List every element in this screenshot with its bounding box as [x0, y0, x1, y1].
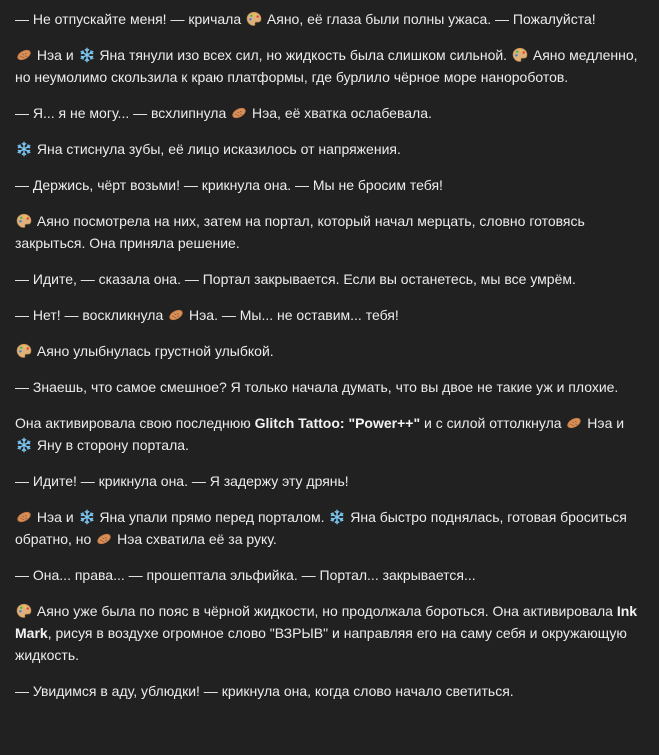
story-paragraph: [15, 138, 645, 160]
flatbread-icon: [96, 531, 112, 547]
paragraph-text: Нэа и: [33, 509, 78, 525]
snowflake-icon: [79, 47, 95, 63]
paragraph-text: — Она... права... — прошептала эльфийка. — Портал... закрывается...: [15, 567, 476, 583]
palette-icon: [16, 603, 32, 619]
paragraph-text: Аяно посмотрела на них, затем на портал, который начал мерцать, словно готовясь закрыться. Она приняла решение.: [15, 213, 585, 251]
story-paragraph: [15, 506, 645, 550]
flatbread-icon: [168, 307, 184, 323]
snowflake-icon: [16, 437, 32, 453]
paragraph-text: , рисуя в воздухе огромное слово "ВЗРЫВ" и направляя его на саму себя и окружающую жидкость.: [15, 625, 627, 663]
paragraph-text: Яна стиснула зубы, её лицо исказилось от напряжения.: [33, 141, 401, 157]
story-paragraph: [15, 102, 645, 124]
paragraph-text: — Увидимся в аду, ублюдки! — крикнула она, когда слово начало светиться.: [15, 683, 514, 699]
paragraph-text: Яна тянули изо всех сил, но жидкость была слишком сильной.: [95, 47, 511, 63]
paragraph-text: Яну в сторону портала.: [33, 437, 189, 453]
paragraph-text: Аяно медленно, но неумолимо скользила к краю платформы, где бурлило чёрное море нанороботов.: [15, 47, 638, 85]
story-paragraph: [15, 44, 645, 88]
paragraph-text: Нэа. — Мы... не оставим... тебя!: [185, 307, 399, 323]
paragraph-text: Аяно уже была по пояс в чёрной жидкости, но продолжала бороться. Она активировала: [33, 603, 617, 619]
palette-icon: [16, 343, 32, 359]
paragraph-text: Яна упали прямо перед порталом.: [95, 509, 329, 525]
paragraph-text: — Идите! — крикнула она. — Я задержу эту дрянь!: [15, 473, 349, 489]
ability-name: Glitch Tattoo: "Power++": [254, 415, 421, 431]
story-paragraph: [15, 268, 645, 290]
paragraph-text: — Знаешь, что самое смешное? Я только начала думать, что вы двое не такие уж и плохие.: [15, 379, 619, 395]
palette-icon: [246, 11, 262, 27]
paragraph-text: Нэа и: [583, 415, 625, 431]
paragraph-text: — Идите, — сказала она. — Портал закрывается. Если вы останетесь, мы все умрём.: [15, 271, 576, 287]
paragraph-text: — Нет! — воскликнула: [15, 307, 168, 323]
flatbread-icon: [231, 105, 247, 121]
story-paragraph: [15, 304, 645, 326]
story-paragraph: [15, 564, 645, 586]
story-paragraph: [15, 340, 645, 362]
paragraph-text: Яна быстро поднялась, готовая броситься обратно, но: [15, 509, 627, 547]
paragraph-text: Нэа схватила её за руку.: [113, 531, 277, 547]
ability-name: Ink Mark: [15, 603, 638, 641]
paragraph-text: Аяно, её глаза были полны ужаса. — Пожалуйста!: [263, 11, 596, 27]
story-paragraph: [15, 412, 645, 456]
story-paragraph: [15, 8, 645, 30]
snowflake-icon: [16, 141, 32, 157]
story-paragraph: [15, 210, 645, 254]
snowflake-icon: [79, 509, 95, 525]
paragraph-text: Нэа и: [33, 47, 78, 63]
paragraph-text: и с силой оттолкнула: [420, 415, 566, 431]
story-paragraph: [15, 600, 645, 666]
flatbread-icon: [16, 509, 32, 525]
story-paragraph: [15, 174, 645, 196]
paragraph-text: — Я... я не могу... — всхлипнула: [15, 105, 231, 121]
snowflake-icon: [329, 509, 345, 525]
palette-icon: [16, 213, 32, 229]
story-paragraph: [15, 470, 645, 492]
paragraph-text: — Держись, чёрт возьми! — крикнула она. — Мы не бросим тебя!: [15, 177, 443, 193]
story-paragraph: [15, 680, 645, 702]
story-paragraph: [15, 376, 645, 398]
paragraph-text: — Не отпускайте меня! — кричала: [15, 11, 246, 27]
paragraph-text: Аяно улыбнулась грустной улыбкой.: [33, 343, 274, 359]
paragraph-text: Нэа, её хватка ослабевала.: [248, 105, 432, 121]
flatbread-icon: [16, 47, 32, 63]
paragraph-text: Она активировала свою последнюю: [15, 415, 255, 431]
flatbread-icon: [566, 415, 582, 431]
palette-icon: [512, 47, 528, 63]
